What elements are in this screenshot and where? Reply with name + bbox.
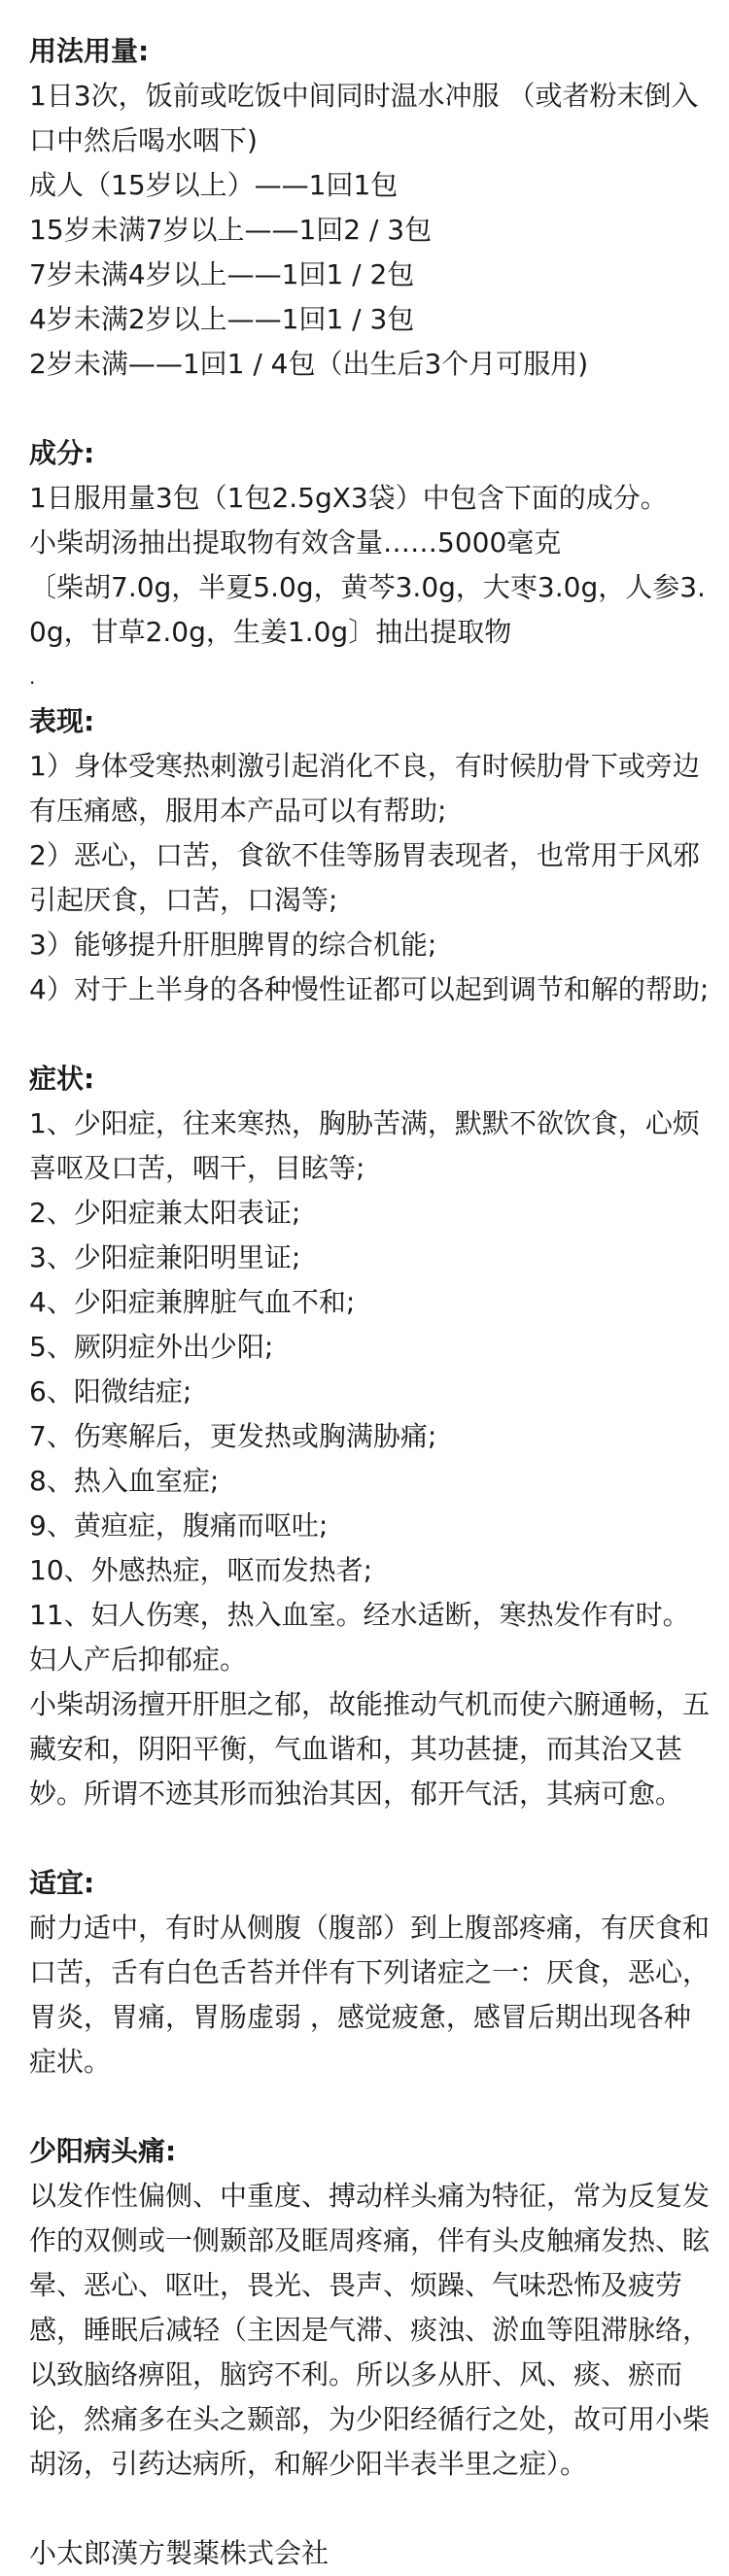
usage-line: 4岁未满2岁以上——1回1 / 3包: [29, 303, 415, 335]
suitable-line: 耐力适中，有时从侧腹（腹部）到上腹部疼痛，有厌食和口苦，舌有白色舌苔并伴有下列诸症之一：厌食，恶心，胃炎，胃痛，胃肠虚弱 ，感觉疲惫，感冒后期出现各种症状。: [29, 1912, 711, 2078]
symptoms-line: 11、妇人伤寒，热入血室。经水适断，寒热发作有时。妇人产后抑郁症。: [29, 1599, 690, 1676]
symptoms-line: 3、少阳症兼阳明里证;: [29, 1241, 301, 1273]
symptoms-line: 2、少阳症兼太阳表证;: [29, 1197, 301, 1229]
symptoms-line: 4、少阳症兼脾脏气血不和;: [29, 1286, 356, 1318]
symptoms-line: 7、伤寒解后，更发热或胸满胁痛;: [29, 1420, 437, 1452]
document-body: [29, 29, 710, 2576]
usage-line: 7岁未满4岁以上——1回1 / 2包: [29, 258, 415, 290]
usage-section: [29, 29, 710, 387]
symptoms-summary: 小柴胡汤擅开肝胆之郁，故能推动气机而使六腑通畅，五藏安和，阴阳平衡，气血谐和，其功甚捷，而其治又甚妙。所谓不迹其形而独治其因，郁开气活，其病可愈。: [29, 1688, 711, 1810]
symptoms-section: [29, 1057, 710, 1816]
ingredients-line: 1日服用量3包（1包2.5gX3袋）中包含下面的成分。: [29, 482, 668, 514]
ingredients-line: 小柴胡汤抽出提取物有效含量……5000毫克: [29, 526, 562, 559]
headache-line: 以发作性偏侧、中重度、搏动样头痛为特征，常为反复发作的双侧或一侧颞部及眶周疼痛，伴有头皮触痛发热、眩晕、恶心、呕吐，畏光、畏声、烦躁、气味恐怖及疲劳感，睡眠后减轻（主因是气滞、痰浊、淤血等阻滞脉络，以致脑络痹阻，脑窍不利。所以多从肝、风、痰、瘀而论，然痛多在头之颞部，为少阳经循行之处，故可用小柴胡汤，引药达病所，和解少阳半表半里之症）。: [29, 2180, 711, 2480]
symptoms-line: 8、热入血室症;: [29, 1465, 220, 1497]
effects-line: 1）身体受寒热刺激引起消化不良，有时候肋骨下或旁边有压痛感，服用本产品可以有帮助;: [29, 750, 700, 827]
symptoms-line: 9、黄疸症，腹痛而呕吐;: [29, 1509, 329, 1542]
ingredients-section: [29, 431, 710, 699]
symptoms-line: 6、阳微结症;: [29, 1375, 192, 1407]
suitable-heading: 适宜:: [29, 1867, 95, 1899]
effects-line: 4）对于上半身的各种慢性证都可以起到调节和解的帮助;: [29, 973, 710, 1005]
section-gap: [29, 2085, 710, 2129]
effects-heading: 表现:: [29, 705, 95, 737]
section-gap: [29, 2487, 710, 2531]
usage-heading: 用法用量:: [29, 35, 150, 67]
usage-line: 1日3次，饭前或吃饭中间同时温水冲服 （或者粉末倒入口中然后喝水咽下): [29, 80, 699, 156]
section-gap: [29, 1012, 710, 1057]
headache-heading: 少阳病头痛:: [29, 2135, 177, 2167]
ingredients-line: 〔柴胡7.0g，半夏5.0g，黄芩3.0g，大枣3.0g，人参3.0g，甘草2.0g，生姜1.0g〕抽出提取物: [29, 571, 706, 648]
headache-section: [29, 2129, 710, 2487]
section-gap: [29, 387, 710, 431]
symptoms-line: 1、少阳症，往来寒热，胸胁苦满，默默不欲饮食，心烦喜呕及口苦，咽干，目眩等;: [29, 1107, 700, 1184]
effects-line: 2）恶心，口苦，食欲不佳等肠胃表现者，也常用于风邪引起厌食，口苦，口渴等;: [29, 839, 700, 916]
effects-line: 3）能够提升肝胆脾胃的综合机能;: [29, 929, 437, 961]
usage-line: 成人（15岁以上）——1回1包: [29, 169, 399, 201]
suitable-section: [29, 1861, 710, 2085]
symptoms-line: 10、外感热症，呕而发热者;: [29, 1554, 373, 1586]
section-gap: [29, 1816, 710, 1861]
stray-dot: .: [29, 665, 36, 689]
effects-section: [29, 699, 710, 1012]
usage-line: 2岁未满——1回1 / 4包（出生后3个月可服用): [29, 348, 589, 380]
usage-line: 15岁未满7岁以上——1回2 / 3包: [29, 214, 433, 246]
symptoms-line: 5、厥阴症外出少阳;: [29, 1331, 274, 1363]
symptoms-heading: 症状:: [29, 1063, 95, 1095]
ingredients-heading: 成分:: [29, 437, 95, 469]
company-name: 小太郎漢方製薬株式会社: [29, 2537, 330, 2569]
